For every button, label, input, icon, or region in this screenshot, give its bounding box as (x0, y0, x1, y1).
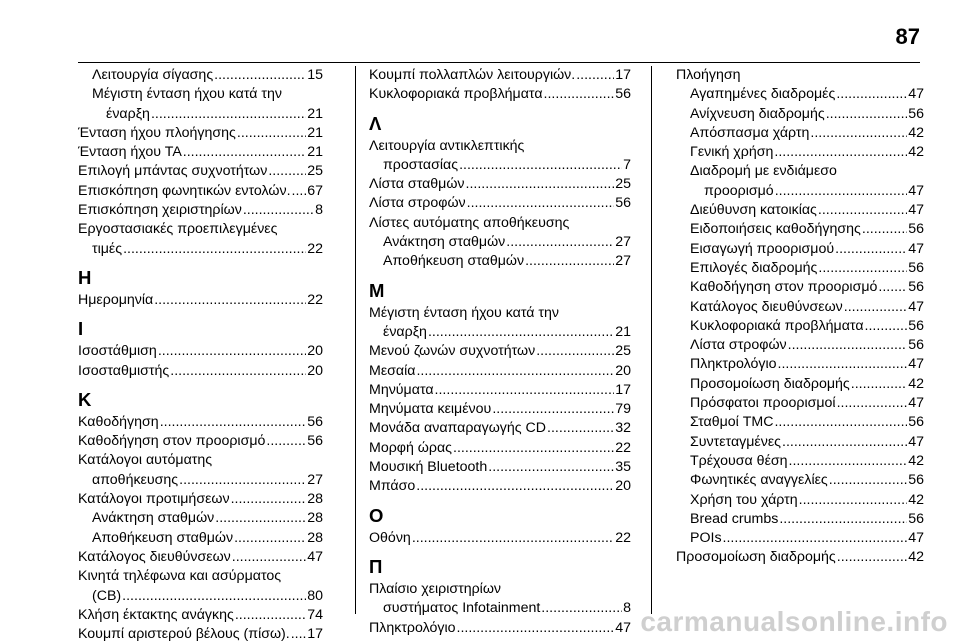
index-entry-label: POIs (690, 530, 722, 547)
index-entry-label: Λίστα στροφών (690, 337, 787, 354)
index-entry-page: 27 (615, 234, 631, 251)
index-entry-label: Διεύθυνση κατοικίας (690, 202, 817, 219)
index-entry-label: έναρξη (106, 105, 150, 122)
dot-leader (779, 510, 907, 529)
index-entry-page: 20 (307, 343, 323, 360)
index-entry-label: Μπάσο (369, 478, 416, 495)
dot-leader (818, 259, 907, 278)
index-entry (676, 355, 924, 374)
index-entry-label: Οθόνη (369, 529, 411, 546)
index-entry-label: Πλαίσιο χειριστηρίων (369, 580, 502, 597)
index-entry (369, 342, 631, 361)
index-entry-page: 47 (908, 202, 924, 219)
index-entry (676, 375, 924, 394)
dot-leader (878, 278, 907, 297)
index-entry (369, 381, 631, 400)
dot-leader (774, 143, 907, 162)
index-entry-page: 47 (908, 240, 924, 257)
dot-leader (214, 66, 306, 85)
index-entry (369, 85, 631, 104)
index-entry-page: 28 (307, 491, 323, 508)
dot-leader (492, 400, 614, 419)
index-entry (369, 362, 631, 381)
index-entry-page: 47 (908, 433, 924, 450)
index-entry-label: Εισαγωγή προορισμού (690, 240, 835, 257)
index-entry-page: 47 (908, 298, 924, 315)
dot-leader (435, 381, 615, 400)
index-entry-label: Κατάλογος διευθύνσεων (78, 548, 231, 565)
index-entry (78, 451, 323, 490)
index-entry-page: 56 (908, 337, 924, 354)
index-entry-page: 56 (908, 414, 924, 431)
index-section-letter: Μ (369, 279, 385, 301)
index-entry-page: 42 (908, 124, 924, 141)
index-entry-label: Διαδρομή με ενδιάμεσο (690, 163, 837, 180)
index-entry-label: προστασίας (383, 156, 459, 173)
watermark-text: carmanualsonline.info (640, 606, 948, 637)
index-entry (78, 162, 323, 181)
index-entry-page: 47 (307, 548, 323, 565)
dot-leader (232, 548, 306, 567)
index-entry (78, 201, 323, 220)
index-entry-label: Πληκτρολόγιο (369, 619, 456, 636)
index-entry-label: τιμές (92, 240, 123, 257)
index-entry-page: 56 (908, 317, 924, 334)
index-entry-page: 17 (307, 626, 323, 643)
dot-leader (123, 240, 306, 259)
dot-leader (788, 336, 908, 355)
column-separator (355, 66, 356, 614)
index-entry-page: 42 (908, 144, 924, 161)
dot-leader (237, 124, 306, 143)
index-entry-label: Μονάδα αναπαραγωγής CD (369, 420, 547, 437)
index-entry-label: Λίστα σταθμών (369, 176, 465, 193)
dot-leader (810, 124, 907, 143)
index-entry-label: Τρέχουσα θέση (690, 452, 788, 469)
column-separator (651, 66, 652, 614)
dot-leader (829, 471, 907, 490)
index-entry-label: Ένταση ήχου ΤΑ (78, 144, 182, 161)
index-section-letter: Λ (369, 112, 382, 134)
index-entry-label: (CB) (92, 587, 122, 604)
index-entry (676, 471, 924, 490)
index-entry (78, 625, 323, 644)
index-entry-label: Πλοήγηση (676, 67, 741, 83)
index-entry-page: 32 (615, 420, 631, 437)
dot-leader (837, 394, 908, 413)
index-entry-page: 21 (307, 124, 323, 141)
index-section-letter: Κ (78, 388, 92, 410)
dot-leader (231, 490, 307, 509)
dot-leader (459, 156, 622, 175)
index-column-3 (676, 66, 924, 568)
dot-leader (837, 548, 907, 567)
dot-leader (782, 433, 907, 452)
index-entry (676, 548, 924, 567)
dot-leader (844, 298, 907, 317)
index-entry (78, 143, 323, 162)
index-entry-label: Μουσική Bluetooth (369, 459, 488, 476)
dot-leader (778, 355, 908, 374)
index-entry (676, 336, 924, 355)
index-entry (78, 182, 323, 201)
index-column-2 (369, 66, 631, 638)
index-entry-label: Μεσαία (369, 362, 416, 379)
index-entry-label: Μέγιστη ένταση ήχου κατά την (369, 304, 559, 321)
dot-leader (158, 342, 306, 361)
index-entry-page: 22 (307, 291, 323, 308)
index-entry-label: Αγαπημένες διαδρομές (690, 86, 836, 103)
index-entry (369, 233, 631, 252)
index-entry-label: Κυκλοφοριακά προβλήματα (369, 86, 543, 103)
index-entry-page: 25 (615, 176, 631, 193)
index-entry-page: 20 (615, 478, 631, 495)
index-entry-label: Κατάλογοι αυτόματης (78, 452, 213, 469)
index-entry-page: 15 (307, 67, 323, 83)
index-entry (369, 214, 631, 233)
index-entry (676, 143, 924, 162)
index-entry-page: 22 (615, 529, 631, 546)
index-entry-page: 47 (908, 395, 924, 412)
index-entry (676, 162, 924, 201)
index-entry (369, 194, 631, 213)
index-entry-page: 42 (908, 491, 924, 508)
index-section-letter: Ι (78, 318, 84, 340)
index-entry (369, 304, 631, 343)
index-entry-label: Κινητά τηλέφωνα και ασύρματος (78, 568, 282, 585)
index-entry-label: αποθήκευσης (92, 471, 179, 488)
dot-leader (536, 342, 614, 361)
index-entry-page: 20 (615, 362, 631, 379)
index-entry (676, 491, 924, 510)
index-entry (676, 317, 924, 336)
index-entry-label: Επισκόπηση φωνητικών εντολών. (78, 182, 291, 199)
index-entry-label: Λίστες αυτόματης αποθήκευσης (369, 214, 570, 231)
index-entry-page: 74 (307, 606, 323, 623)
index-entry-label: Καθοδήγηση στον προορισμό (690, 279, 878, 296)
index-entry-label: Κατάλογοι προτιμήσεων (78, 491, 230, 508)
index-entry (369, 400, 631, 419)
index-entry-page: 56 (908, 279, 924, 296)
index-entry (78, 567, 323, 606)
index-section-letter: Η (78, 266, 92, 288)
index-column-1 (78, 66, 323, 644)
index-section-letter: Π (369, 555, 383, 577)
index-entry-label: Κουμπί πολλαπλών λειτουργιών. (369, 67, 576, 83)
dot-leader (862, 220, 907, 239)
index-entry-page: 67 (307, 182, 323, 199)
dot-leader (151, 105, 306, 124)
index-entry (676, 124, 924, 143)
index-entry-page: 47 (908, 356, 924, 373)
index-entry (369, 458, 631, 477)
index-entry-label: Ανίχνευση διαδρομής (690, 105, 825, 122)
index-entry (676, 105, 924, 124)
index-entry-page: 80 (307, 587, 323, 604)
index-entry-page: 28 (307, 510, 323, 527)
index-entry (78, 124, 323, 143)
index-entry-label: Πληκτρολόγιο (690, 356, 777, 373)
index-entry-page: 47 (615, 619, 631, 636)
dot-leader (292, 182, 307, 201)
dot-leader (453, 439, 614, 458)
index-entry-page: 56 (908, 221, 924, 238)
index-entry-page: 56 (307, 413, 323, 430)
index-entry-label: Κυκλοφοριακά προβλήματα (690, 317, 864, 334)
index-entry-label: Μέγιστη ένταση ήχου κατά την (92, 86, 282, 103)
index-entry-page: 56 (615, 195, 631, 212)
index-entry-page: 42 (908, 375, 924, 392)
dot-leader (179, 471, 306, 490)
index-entry (676, 66, 924, 85)
index-entry-page: 22 (307, 240, 323, 257)
index-entry-page: 8 (623, 600, 631, 617)
index-entry-label: Αποθήκευση σταθμών (383, 253, 525, 270)
index-section-letter: Ο (369, 504, 384, 526)
index-entry-page: 56 (307, 433, 323, 450)
dot-leader (789, 452, 908, 471)
index-entry-page: 17 (615, 381, 631, 398)
index-entry-label: Αποθήκευση σταθμών (92, 529, 234, 546)
index-entry (369, 252, 631, 271)
index-entry-page: 35 (615, 459, 631, 476)
index-entry-page: 21 (307, 144, 323, 161)
index-entry-page: 27 (307, 471, 323, 488)
index-entry-label: Ημερομηνία (78, 291, 154, 308)
index-entry (78, 490, 323, 509)
index-entry-label: Χρήση του χάρτη (690, 491, 798, 508)
index-entry-label: προορισμό (704, 182, 774, 199)
index-entry-page: 28 (307, 529, 323, 546)
index-entry-label: Ισοσταθμιστής (78, 362, 170, 379)
index-entry-page: 56 (908, 472, 924, 489)
index-entry-label: Καθοδήγηση στον προορισμό (78, 433, 266, 450)
index-entry (676, 259, 924, 278)
dot-leader (235, 606, 306, 625)
index-entry-page: 17 (615, 67, 631, 83)
index-entry-label: Ανάκτηση σταθμών (92, 510, 215, 527)
index-entry-label: Ισοστάθμιση (78, 343, 157, 360)
index-entry (676, 298, 924, 317)
index-entry-label: Ανάκτηση σταθμών (383, 234, 506, 251)
index-entry-page: 47 (908, 530, 924, 547)
index-entry (369, 477, 631, 496)
index-entry-label: Επιλογές διαδρομής (690, 259, 818, 276)
index-entry (676, 394, 924, 413)
dot-leader (170, 362, 306, 381)
index-entry-page: 7 (623, 156, 631, 173)
dot-leader (467, 194, 615, 213)
dot-leader (525, 252, 614, 271)
index-entry (78, 509, 323, 528)
index-entry-label: Μηνύματα (369, 381, 434, 398)
index-entry-label: Ένταση ήχου πλοήγησης (78, 124, 236, 141)
dot-leader (291, 625, 306, 644)
index-entry-page: 27 (615, 253, 631, 270)
index-entry-label: Λειτουργία αντικλεπτικής (369, 137, 525, 154)
dot-leader (428, 323, 614, 342)
index-entry-page: 47 (908, 86, 924, 103)
index-entry (369, 439, 631, 458)
index-entry-label: Bread crumbs (690, 510, 779, 527)
index-entry-label: Καθοδήγηση (78, 413, 159, 430)
index-entry-label: Φωνητικές αναγγελίες (690, 472, 828, 489)
index-entry-label: Επιλογή μπάντας συχνοτήτων (78, 163, 268, 180)
dot-leader (266, 432, 306, 451)
index-entry-page: 56 (615, 86, 631, 103)
index-entry (369, 580, 631, 619)
index-entry (676, 85, 924, 104)
index-entry (676, 433, 924, 452)
dot-leader (268, 162, 306, 181)
dot-leader (466, 175, 615, 194)
index-entry-page: 25 (307, 163, 323, 180)
dot-leader (835, 240, 907, 259)
dot-leader (416, 477, 614, 496)
dot-leader (774, 413, 907, 432)
index-entry (369, 175, 631, 194)
dot-leader (865, 317, 908, 336)
index-entry (676, 529, 924, 548)
index-entry-label: Μηνύματα κειμένου (369, 401, 492, 418)
index-entry-label: Προσομοίωση διαδρομής (690, 375, 850, 392)
index-entry (676, 220, 924, 239)
index-entry-page: 56 (908, 259, 924, 276)
index-entry-page: 79 (615, 401, 631, 418)
dot-leader (243, 201, 314, 220)
dot-leader (547, 419, 614, 438)
dot-leader (412, 529, 614, 548)
index-entry-label: Γενική χρήση (690, 144, 774, 161)
index-entry-page: 56 (908, 105, 924, 122)
dot-leader (215, 509, 306, 528)
dot-leader (723, 529, 908, 548)
index-entry (369, 137, 631, 176)
dot-leader (506, 233, 614, 252)
index-entry-label: Κατάλογος διευθύνσεων (690, 298, 843, 315)
index-entry-label: Εργοστασιακές προεπιλεγμένες (78, 221, 278, 238)
dot-leader (799, 491, 908, 510)
index-entry-label: Κλήση έκτακτης ανάγκης (78, 606, 234, 623)
dot-leader (234, 529, 306, 548)
index-entry (78, 548, 323, 567)
dot-leader (457, 619, 615, 638)
index-entry-page: 47 (908, 182, 924, 199)
dot-leader (826, 105, 908, 124)
header-rule (78, 62, 920, 63)
index-entry-label: Λειτουργία σίγασης (92, 67, 214, 83)
index-entry-label: Συντεταγμένες (690, 433, 782, 450)
index-entry-label: Σταθμοί TMC (690, 414, 774, 431)
dot-leader (154, 291, 306, 310)
dot-leader (416, 362, 614, 381)
dot-leader (122, 587, 306, 606)
index-entry (676, 452, 924, 471)
index-entry-label: συστήματος Infotainment (383, 600, 541, 617)
index-entry-label: Μενού ζωνών συχνοτήτων (369, 343, 536, 360)
dot-leader (836, 85, 907, 104)
index-entry (78, 291, 323, 310)
index-entry (78, 529, 323, 548)
dot-leader (541, 599, 622, 618)
index-entry-page: 42 (908, 549, 924, 566)
index-entry (78, 66, 323, 85)
dot-leader (160, 413, 307, 432)
dot-leader (488, 458, 614, 477)
index-entry (676, 278, 924, 297)
index-entry-page: 21 (615, 323, 631, 340)
index-entry (78, 362, 323, 381)
index-entry-label: Πρόσφατοι προορισμοί (690, 395, 836, 412)
index-entry (676, 510, 924, 529)
index-entry-page: 56 (908, 510, 924, 527)
dot-leader (544, 85, 615, 104)
index-entry (369, 529, 631, 548)
index-entry-label: Λίστα στροφών (369, 195, 466, 212)
index-entry (78, 342, 323, 361)
index-entry-label: Μορφή ώρας (369, 439, 452, 456)
dot-leader (775, 182, 908, 201)
index-entry (369, 419, 631, 438)
index-entry (676, 240, 924, 259)
index-entry (676, 201, 924, 220)
index-entry (78, 606, 323, 625)
index-entry-page: 8 (315, 202, 323, 219)
index-entry (78, 413, 323, 432)
index-entry-page: 21 (307, 105, 323, 122)
index-entry (78, 220, 323, 259)
page-number: 87 (895, 24, 920, 49)
index-entry-page: 25 (615, 343, 631, 360)
index-entry-page: 42 (908, 452, 924, 469)
dot-leader (818, 201, 907, 220)
index-entry-label: Προσομοίωση διαδρομής (676, 549, 836, 566)
index-entry-label: Ειδοποιήσεις καθοδήγησης (690, 221, 861, 238)
index-entry-page: 20 (307, 362, 323, 379)
index-entry-label: Κουμπί αριστερού βέλους (πίσω). (78, 626, 290, 643)
index-entry-label: Απόσπασμα χάρτη (690, 124, 810, 141)
dot-leader (851, 375, 907, 394)
dot-leader (576, 66, 614, 85)
index-entry (78, 432, 323, 451)
index-entry-label: Επισκόπηση χειριστηρίων (78, 202, 242, 219)
index-entry-page: 22 (615, 439, 631, 456)
index-entry (676, 413, 924, 432)
index-entry (369, 66, 631, 85)
dot-leader (183, 143, 306, 162)
index-entry (78, 85, 323, 124)
index-entry-label: έναρξη (383, 323, 427, 340)
index-entry (369, 619, 631, 638)
